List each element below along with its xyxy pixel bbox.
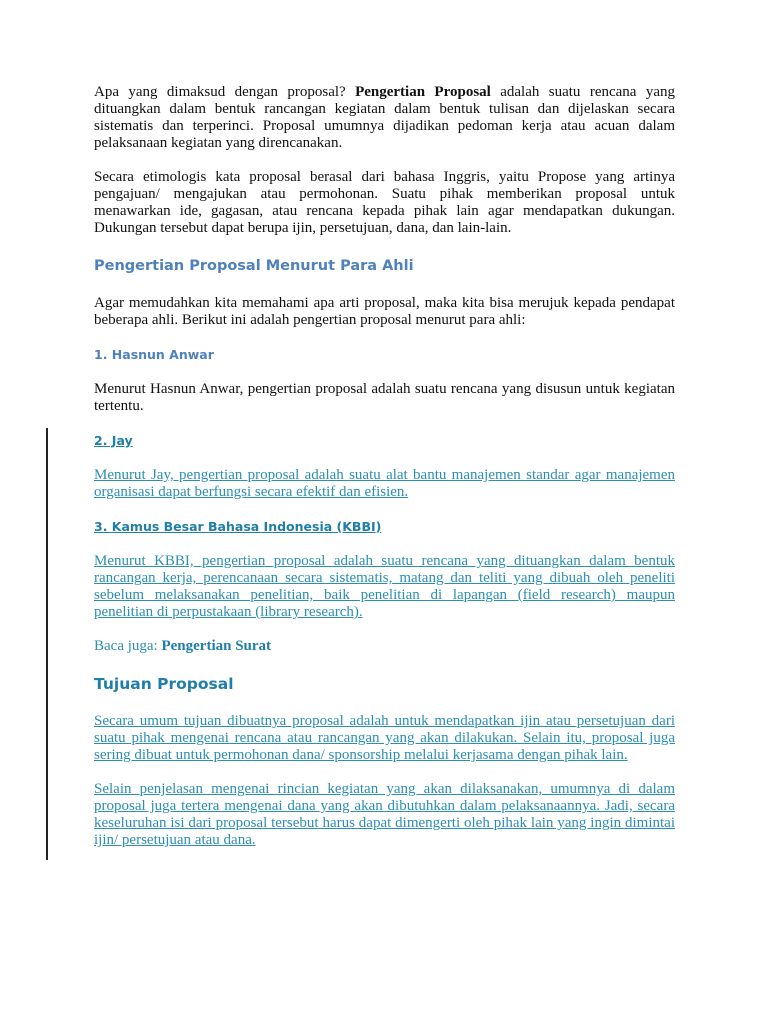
ahli-item-2-title-link[interactable]: 2. Jay [94, 433, 133, 448]
tujuan-paragraph-1[interactable] [94, 713, 675, 764]
baca-juga-link[interactable]: Pengertian Surat [161, 638, 272, 654]
ahli-item-2-text[interactable]: Menurut Jay, pengertian proposal adalah suatu alat bantu manajemen standar agar manajemen organisasi dapat berfungsi secara efektif dan efisien. [94, 467, 675, 500]
tujuan-text-1[interactable]: Secara umum tujuan dibuatnya proposal adalah untuk mendapatkan ijin atau persetujuan dari suatu pihak mengenai rencana atau rancangan yang akan dilakukan. Selain itu, proposal juga sering dibuat untuk permohonan dana/ sponsorship melalui kerjasama dengan pihak lain. [94, 713, 675, 763]
ahli-item-3-text-link[interactable] [94, 553, 675, 621]
baca-juga-prefix: Baca juga: [94, 638, 162, 654]
ahli-item-3-title-link[interactable]: 3. Kamus Besar Bahasa Indonesia (KBBI) [94, 519, 382, 534]
intro-rest: adalah suatu rencana yang dituangkan dalam bentuk rancangan kegiatan dalam bentuk tulisan dan dijelaskan secara sistematis dan terperinci. Proposal umumnya dijadikan pedoman kerja atau acuan dalam pelaksanaan kegiatan yang direncanakan. [94, 84, 675, 151]
ahli-item-3-text[interactable]: Menurut KBBI, pengertian proposal adalah suatu rencana yang dituangkan dalam bentuk rancangan kerja, perencanaan secara sistematis, matang dan teliti yang dibuah oleh peneliti sebelum melaksanakan penelitian, baik penelitian di lapangan (field research) maupun penelitian di perpustakaan (library research). [94, 553, 675, 620]
intro-bold-term: Pengertian Proposal [355, 84, 491, 100]
document-body [94, 84, 675, 866]
intro-paragraph-1 [94, 84, 675, 152]
tujuan-text-2[interactable]: Selain penjelasan mengenai rincian kegiatan yang akan dilaksanakan, umumnya di dalam proposal juga tertera mengenai dana yang akan dibutuhkan dalam pelaksanaannya. Jadi, secara keseluruhan isi dari proposal tersebut harus dapat dimengerti oleh pihak lain yang ingin dimintai ijin/ persetujuan atau dana. [94, 781, 675, 848]
revision-margin-bar [46, 428, 48, 860]
ahli-item-1-title: 1. Hasnun Anwar [94, 347, 214, 362]
ahli-intro-paragraph: Agar memudahkan kita memahami apa arti proposal, maka kita bisa merujuk kepada pendapat beberapa ahli. Berikut ini adalah pengertian proposal menurut para ahli: [94, 295, 675, 328]
ahli-item-1-text: Menurut Hasnun Anwar, pengertian proposal adalah suatu rencana yang disusun untuk kegiatan tertentu. [94, 381, 675, 414]
tujuan-paragraph-2[interactable] [94, 781, 675, 849]
section-heading-ahli: Pengertian Proposal Menurut Para Ahli [94, 258, 414, 274]
intro-paragraph-2: Secara etimologis kata proposal berasal dari bahasa Inggris, yaitu Propose yang artinya pengajuan/ mengajukan atau permohonan. Suatu pihak memberikan proposal untuk menawarkan ide, gagasan, atau rencana kepada pihak lain agar mendapatkan dukungan. Dukungan tersebut dapat berupa ijin, persetujuan, dana, dan lain-lain. [94, 169, 675, 236]
baca-juga-line [94, 638, 675, 655]
section-heading-tujuan: Tujuan Proposal [94, 675, 234, 693]
ahli-item-2-text-link[interactable] [94, 467, 675, 501]
intro-prefix: Apa yang dimaksud dengan proposal? [94, 84, 356, 100]
